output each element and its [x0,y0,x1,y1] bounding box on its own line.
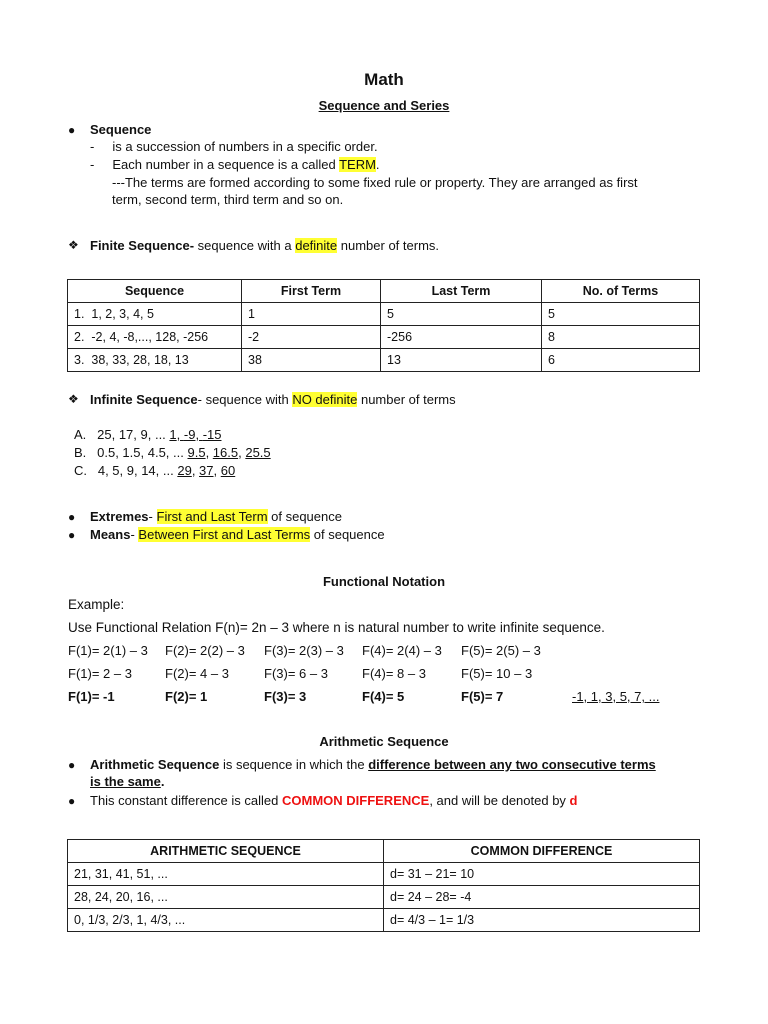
list-item: B. 0.5, 1.5, 4.5, ... 9.5, 16.5, 25.5 [74,445,271,460]
fn-row1-5: F(5)= 2(5) – 3 [461,643,541,658]
sequence-line-1: - is a succession of numbers in a specific order. [90,139,378,154]
arithmetic-heading: Arithmetic Sequence [319,734,449,749]
fn-row1-1: F(1)= 2(1) – 3 [68,643,148,658]
diamond-bullet-icon: ❖ [68,238,79,252]
fn-row3-5: F(5)= 7 [461,689,504,704]
sequence-line-3: ---The terms are formed according to some fixed rule or property. They are arranged as first [112,175,638,190]
bullet-icon: ● [68,758,76,772]
table-row: 1. 1, 2, 3, 4, 5 1 5 5 [68,303,700,326]
infinite-sequence-line: Infinite Sequence- sequence with NO definite number of terms [90,392,456,407]
means-line: Means- Between First and Last Terms of sequence [90,527,385,542]
bullet-icon: ● [68,510,76,524]
diamond-bullet-icon: ❖ [68,392,79,406]
arithmetic-sequence-table [67,839,700,932]
finite-sequence-line: Finite Sequence- sequence with a definite number of terms. [90,238,440,253]
fn-row2-1: F(1)= 2 – 3 [68,666,132,681]
fn-row3-1: F(1)= -1 [68,689,115,704]
fn-row3-4: F(4)= 5 [362,689,405,704]
page-subtitle: Sequence and Series [318,98,450,113]
functional-instruction: Use Functional Relation F(n)= 2n – 3 where n is natural number to write infinite sequence. [68,620,605,635]
bullet-icon: ● [68,123,76,137]
arithmetic-bullet-2: This constant difference is called COMMON DIFFERENCE, and will be denoted by d [90,793,578,808]
table-row: 21, 31, 41, 51, ... d= 31 – 21= 10 [68,863,700,886]
fn-row2-3: F(3)= 6 – 3 [264,666,328,681]
table-header: COMMON DIFFERENCE [384,840,700,863]
list-item: A. 25, 17, 9, ... 1, -9, -15 [74,427,222,442]
finite-sequence-table [67,279,700,372]
page-title: Math [364,70,404,89]
extremes-line: Extremes- First and Last Term of sequence [90,509,342,524]
fn-row2-4: F(4)= 8 – 3 [362,666,426,681]
table-row: 0, 1/3, 2/3, 1, 4/3, ... d= 4/3 – 1= 1/3 [68,909,700,932]
fn-row3-3: F(3)= 3 [264,689,307,704]
sequence-heading: Sequence [90,122,152,137]
sequence-line-4: term, second term, third term and so on. [112,192,344,207]
example-label: Example: [68,597,125,612]
bullet-icon: ● [68,528,76,542]
fn-row2-5: F(5)= 10 – 3 [461,666,533,681]
list-item: C. 4, 5, 9, 14, ... 29, 37, 60 [74,463,236,478]
table-row: 28, 24, 20, 16, ... d= 24 – 28= -4 [68,886,700,909]
fn-result: -1, 1, 3, 5, 7, ... [572,689,660,704]
fn-row1-4: F(4)= 2(4) – 3 [362,643,442,658]
table-header: Sequence [68,280,242,303]
table-header: First Term [242,280,381,303]
table-row: 2. -2, 4, -8,..., 128, -256 -2 -256 8 [68,326,700,349]
fn-row2-2: F(2)= 4 – 3 [165,666,229,681]
table-header: Last Term [381,280,542,303]
arithmetic-bullet-1-cont: is the same. [90,774,165,789]
fn-row3-2: F(2)= 1 [165,689,208,704]
arithmetic-bullet-1: Arithmetic Sequence is sequence in which the difference between any two consecutive terms [90,757,656,772]
table-row: 3. 38, 33, 28, 18, 13 38 13 6 [68,349,700,372]
table-header: No. of Terms [542,280,700,303]
fn-row1-2: F(2)= 2(2) – 3 [165,643,245,658]
bullet-icon: ● [68,794,76,808]
sequence-line-2: - Each number in a sequence is a called TERM. [90,157,380,172]
table-header: ARITHMETIC SEQUENCE [68,840,384,863]
fn-row1-3: F(3)= 2(3) – 3 [264,643,344,658]
functional-heading: Functional Notation [322,574,446,589]
